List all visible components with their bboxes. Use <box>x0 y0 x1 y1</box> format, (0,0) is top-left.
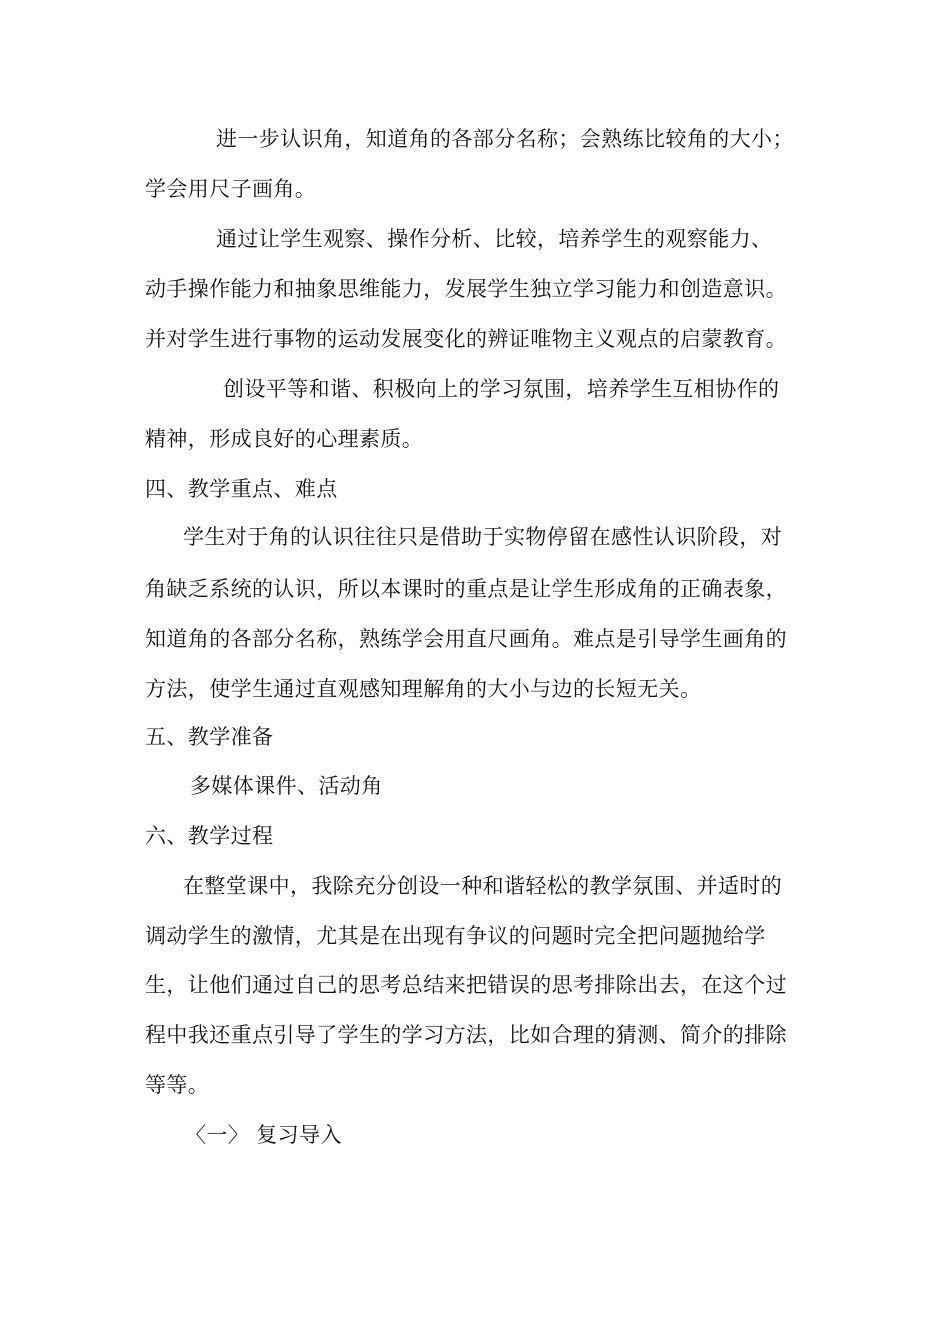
key-points-line-4: 方法，使学生通过直观感知理解角的大小与边的长短无关。 <box>145 677 702 701</box>
section-heading-preparation: 五、教学准备 <box>145 725 274 749</box>
section-heading-key-points: 四、教学重点、难点 <box>145 477 338 501</box>
subsection-heading-review: 〈一〉 复习导入 <box>185 1123 342 1147</box>
ability-line-2: 动手操作能力和抽象思维能力，发展学生独立学习能力和创造意识。 <box>145 277 787 301</box>
ability-line-3: 并对学生进行事物的运动发展变化的辨证唯物主义观点的启蒙教育。 <box>145 327 787 351</box>
process-line-5: 等等。 <box>145 1073 210 1097</box>
key-points-line-3: 知道角的各部分名称，熟练学会用直尺画角。难点是引导学生画角的 <box>145 627 787 651</box>
objective-line-2: 学会用尺子画角。 <box>145 177 317 201</box>
emotion-line-2: 精神，形成良好的心理素质。 <box>145 427 424 451</box>
section-heading-process: 六、教学过程 <box>145 824 274 848</box>
process-line-4: 程中我还重点引导了学生的学习方法，比如合理的猜测、简介的排除 <box>145 1023 787 1047</box>
emotion-line-1: 创设平等和谐、积极向上的学习氛围，培养学生互相协作的 <box>223 377 780 401</box>
process-line-2: 调动学生的激情，尤其是在出现有争议的问题时完全把问题抛给学 <box>145 924 766 948</box>
preparation-line: 多媒体课件、活动角 <box>190 774 383 798</box>
objective-line-1: 进一步认识角，知道角的各部分名称；会熟练比较角的大小； <box>216 127 794 151</box>
process-line-1: 在整堂课中，我除充分创设一种和谐轻松的教学氛围、并适时的 <box>183 874 783 898</box>
key-points-line-1: 学生对于角的认识往往只是借助于实物停留在感性认识阶段，对 <box>183 525 783 549</box>
process-line-3: 生，让他们通过自己的思考总结来把错误的思考排除出去，在这个过 <box>145 973 787 997</box>
ability-line-1: 通过让学生观察、操作分析、比较，培养学生的观察能力、 <box>216 227 773 251</box>
key-points-line-2: 角缺乏系统的认识，所以本课时的重点是让学生形成角的正确表象， <box>145 577 787 601</box>
